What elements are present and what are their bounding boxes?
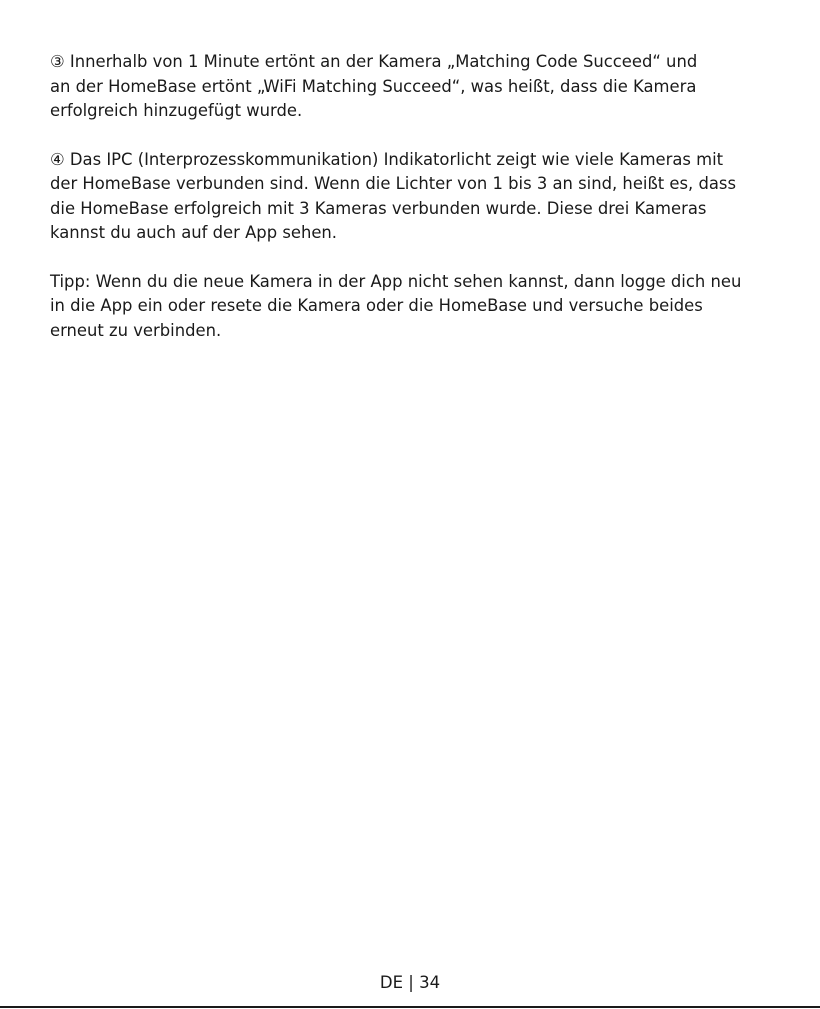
bottom-divider	[0, 1006, 820, 1008]
text-line: ③ Innerhalb von 1 Minute ertönt an der Kamera „Matching Code Succeed“ und	[50, 52, 698, 71]
tip-paragraph	[50, 270, 780, 344]
text-line: erneut zu verbinden.	[50, 320, 222, 340]
text-line: erfolgreich hinzugefügt wurde.	[50, 101, 303, 120]
text-line: ④ Das IPC (Interprozesskommunikation) Indikatorlicht zeigt wie viele Kameras mit	[50, 149, 724, 169]
text-line: die HomeBase erfolgreich mit 3 Kameras verbunden wurde. Diese drei Kameras	[50, 198, 707, 218]
text-line: in die App ein oder resete die Kamera oder die HomeBase und versuche beides	[50, 296, 703, 315]
page-content	[50, 50, 780, 367]
text-line: an der HomeBase ertönt „WiFi Matching Succeed“, was heißt, dass die Kamera	[50, 76, 697, 96]
text-line: kannst du auch auf der App sehen.	[50, 223, 338, 242]
step-4-paragraph	[50, 148, 780, 246]
text-line: Tipp: Wenn du die neue Kamera in der App nicht sehen kannst, dann logge dich neu	[50, 271, 742, 291]
page-number: DE | 34	[379, 973, 441, 992]
text-line: der HomeBase verbunden sind. Wenn die Lichter von 1 bis 3 an sind, heißt es, dass	[50, 174, 736, 193]
step-3-paragraph	[50, 50, 780, 124]
